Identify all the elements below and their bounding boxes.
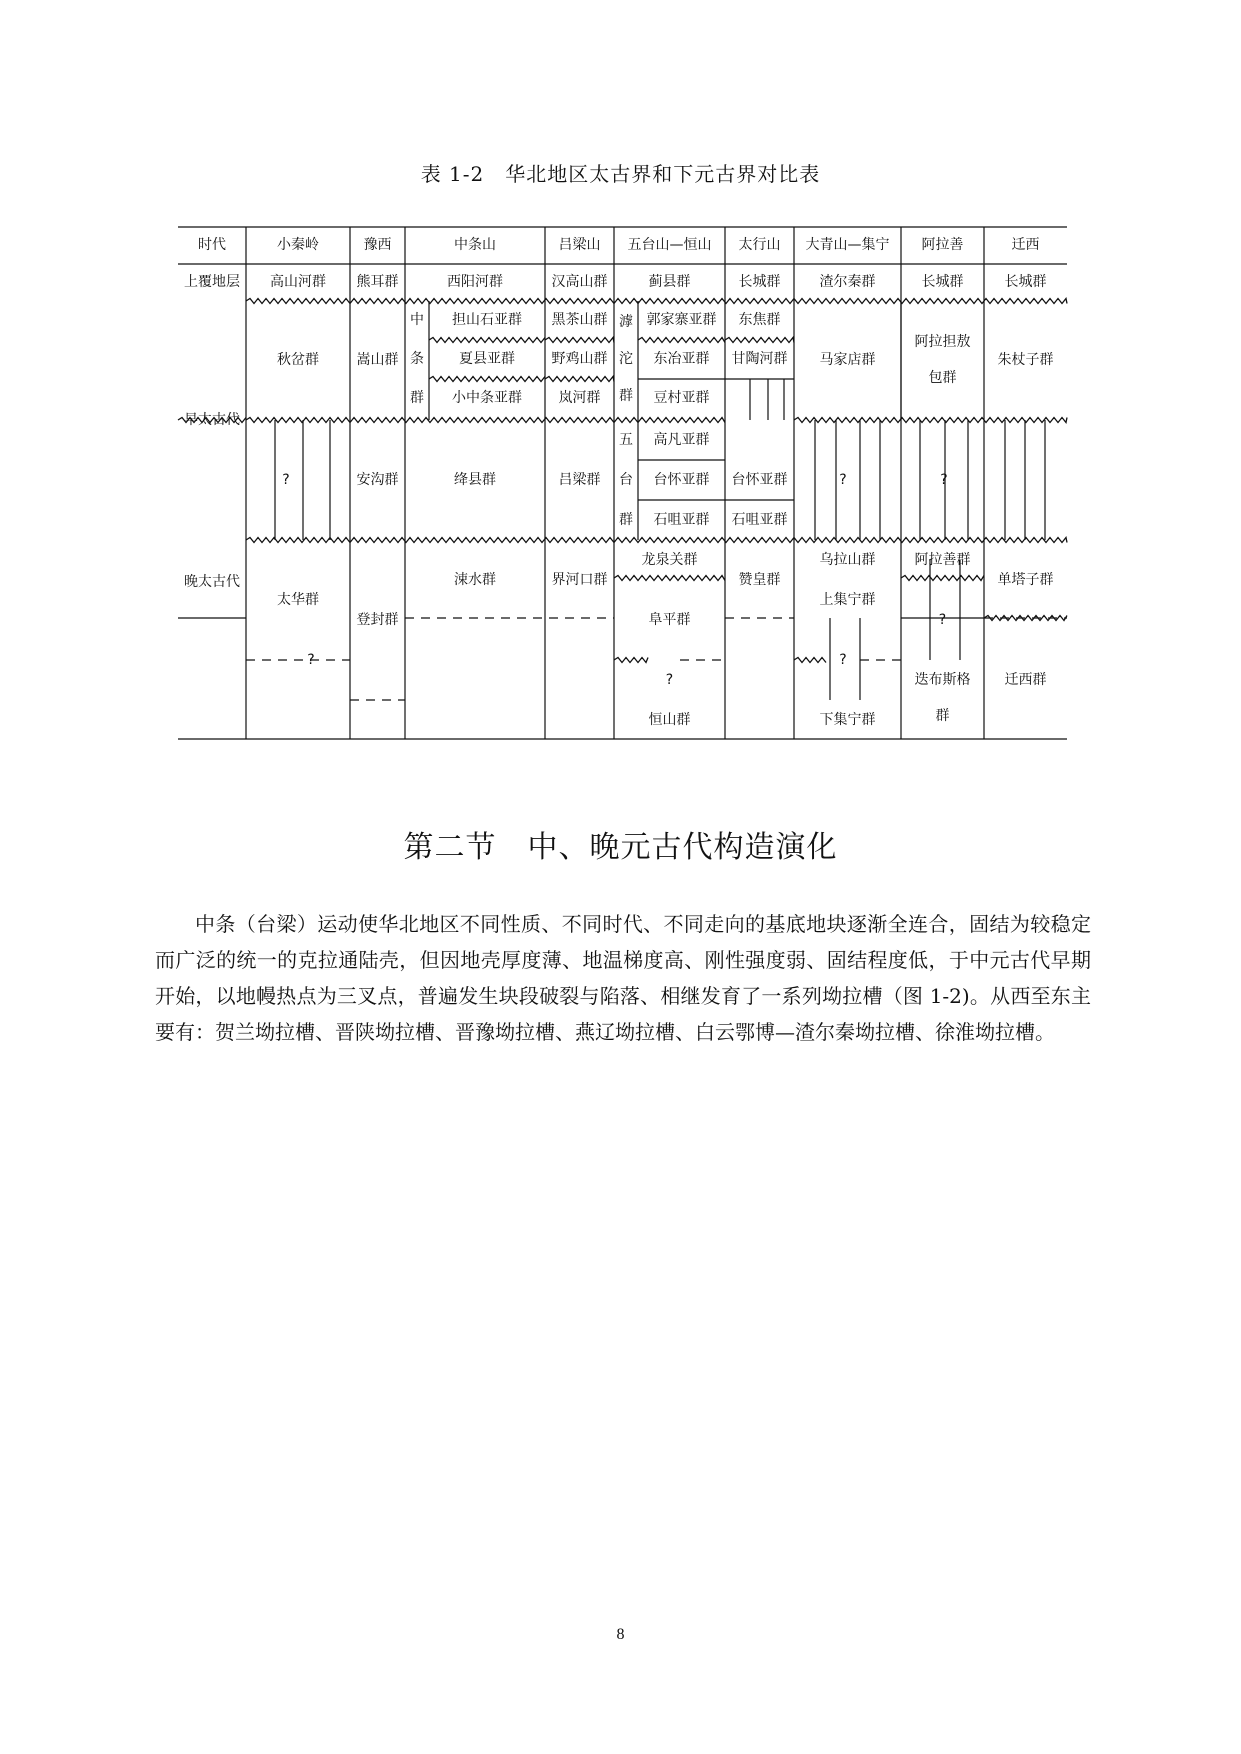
overlying-cell-1: 高山河群 [270,274,326,290]
zhongtiao-sub-unconformity [429,377,545,382]
cell-sushui: 涑水群 [454,572,496,588]
unconformity-top [246,299,1067,304]
overlying-cell-8: 长城群 [921,274,964,290]
zhongtiao-subgroup: 小中条亚群 [452,390,522,406]
daqing-late-unconformity-short [794,658,826,663]
page-number: 8 [616,1626,625,1643]
cell-jiangxian: 绛县群 [454,472,496,488]
wutai-late-unconformity-short [614,658,648,663]
overlying-cell-6: 长城群 [738,274,781,290]
cell-unknown: ? [940,472,948,488]
wutai-late-unconformity [614,576,725,581]
taihang-lower-group: 石咀亚群 [731,512,788,528]
taihang-lower-group: 台怀亚群 [731,472,788,488]
era-late-archean: 晚太古代 [184,574,240,590]
cell-shangjining: 上集宁群 [819,592,876,608]
cell-dantazi: 单塔子群 [997,572,1054,588]
overlying-cell-7: 渣尔秦群 [819,274,876,290]
wutai-subgroup: 高凡亚群 [653,432,710,448]
lvliang-group: 野鸡山群 [551,351,608,367]
overlying-cell-5: 蓟县群 [648,274,691,290]
cell-qianxi: 迁西群 [1004,672,1047,688]
zhongtiao-subgroup: 夏县亚群 [459,351,515,367]
taihang-group: 东焦群 [738,312,781,328]
qianxi-late-unconformity [984,616,1067,621]
cell-unknown: ? [307,652,315,668]
overlying-cell-3: 西阳河群 [447,274,503,290]
header-cell-4: 吕梁山 [558,237,601,253]
wutai-group-char: 台 [619,472,633,488]
cell-taihua: 太华群 [277,592,319,608]
cell-zhuzhangzi: 朱杖子群 [997,352,1054,368]
era-early-archean: 早太古代 [184,412,240,428]
hutuo-subgroup: 郭家寨亚群 [646,312,717,328]
cell-unknown: ? [282,472,290,488]
unconformity-middle [246,418,725,423]
unconformity-lower [246,538,1067,543]
overlying-label: 上覆地层 [184,274,240,290]
header-cell-0: 时代 [198,237,226,253]
cell-xiajining: 下集宁群 [819,712,876,728]
zhongtiao-group-char: 群 [410,390,424,406]
cell-diebusige-2: 群 [935,708,950,724]
cell-hengshan: 恒山群 [648,712,691,728]
cell-fuping: 阜平群 [648,612,691,628]
header-cell-1: 小秦岭 [277,237,319,253]
hutuo-subgroup: 东冶亚群 [653,351,710,367]
header-cell-5: 五台山—恒山 [627,237,712,253]
cell-diebusige: 迭布斯格 [914,672,971,688]
wutai-group-char: 群 [619,512,633,528]
table-caption: 表 1-2 华北地区太古界和下元古界对比表 [420,162,821,186]
daqing-late-unconformity [901,576,984,581]
taihang-group: 甘陶河群 [731,351,788,367]
header-cell-2: 豫西 [363,237,392,253]
zhongtiao-group-char: 中 [410,312,424,328]
overlying-cell-2: 熊耳群 [356,274,399,290]
lvliang-sub-unconformity [545,377,614,382]
lvliang-group: 黑茶山群 [551,312,608,328]
header-cell-6: 太行山 [738,237,781,253]
cell-wulashan: 乌拉山群 [819,552,876,568]
cell-songshan: 嵩山群 [356,352,399,368]
cell-majiadian: 马家店群 [819,352,876,368]
header-cell-9: 迁西 [1011,237,1040,253]
wutai-group-char: 五 [619,432,633,448]
wutai-subgroup: 石咀亚群 [653,512,710,528]
header-cell-8: 阿拉善 [921,237,964,253]
body-paragraph: 中条（台梁）运动使华北地区不同性质、不同时代、不同走向的基底地块逐渐全连合，固结为较稳定而广泛的统一的克拉通陆壳，但因地壳厚度薄、地温梯度高、刚性强度弱、固结程度低，于中元古代早期开始，以地幔热点为三叉点，普遍发生块段破裂与陷落、相继发育了一系列坳拉槽（图 1-2)。从西至东主要有：贺兰坳拉槽、晋陕坳拉槽、晋豫坳拉槽、燕辽坳拉槽、白云鄂博—渣尔秦坳拉槽、徐淮坳拉槽。 [155,912,1091,1044]
cell-jiehekou: 界河口群 [551,572,608,588]
overlying-cell-9: 长城群 [1004,274,1047,290]
hutuo-group-char: 群 [619,388,633,404]
section-title: 第二节 中、晚元古代构造演化 [403,830,838,865]
zhongtiao-subgroup: 担山石亚群 [452,312,522,328]
header-cell-7: 大青山—集宁 [805,237,890,253]
zhongtiao-group-char: 条 [410,351,424,367]
taihang-sub-unconformity [725,338,794,343]
cell-lvliang: 吕梁群 [558,472,601,488]
cell-unknown: ? [839,472,847,488]
lvliang-group: 岚河群 [558,390,601,406]
cell-alatandaobao-2: 包群 [928,370,957,386]
unconformity-middle-east [794,418,1067,423]
header-cell-3: 中条山 [454,237,496,253]
cell-alashan: 阿拉善群 [914,552,971,568]
hutuo-group-char: 滹 [619,314,633,330]
cell-angou: 安沟群 [356,472,399,488]
hutuo-sub-unconformity [638,338,725,343]
comparison-table [0,0,1241,760]
zhongtiao-sub-unconformity [429,338,545,343]
cell-dengfeng: 登封群 [356,612,399,628]
hutuo-group-char: 沱 [619,351,633,367]
cell-longquanguan: 龙泉关群 [641,552,698,568]
cell-qiucha: 秋岔群 [277,352,319,368]
cell-alatandaobao-1: 阿拉担敖 [914,334,971,350]
wutai-subgroup: 台怀亚群 [653,472,710,488]
overlying-cell-4: 汉高山群 [551,274,608,290]
cell-unknown: ? [665,672,674,688]
cell-unknown: ? [938,612,947,628]
cell-unknown: ? [839,652,847,668]
lvliang-sub-unconformity [545,338,614,343]
cell-zanhuang: 赞皇群 [738,572,781,588]
hutuo-subgroup: 豆村亚群 [653,390,710,406]
